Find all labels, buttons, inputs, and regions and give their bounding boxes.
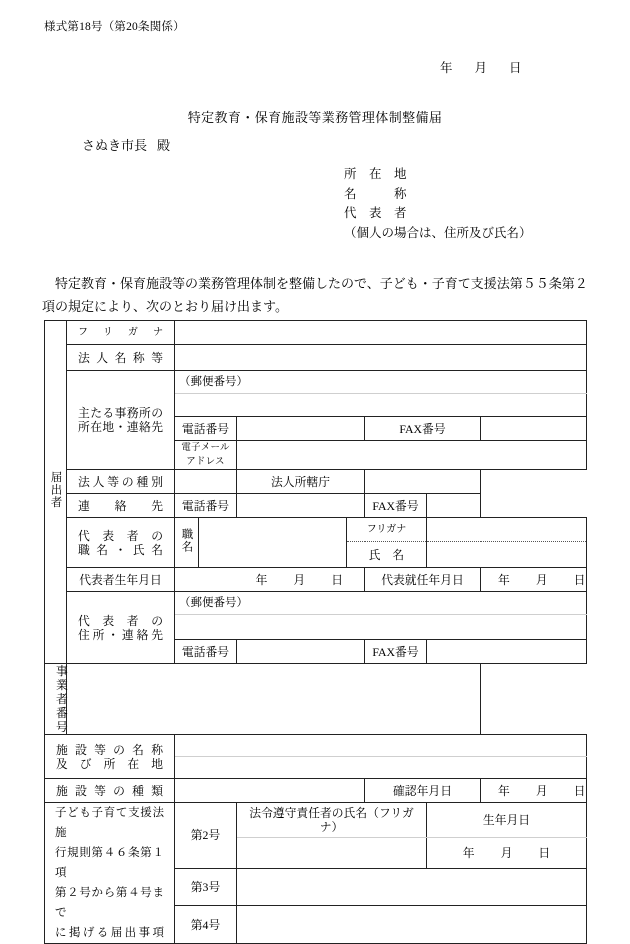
birth-day: 日 bbox=[331, 572, 343, 587]
cell-representative-post-label: 職名 bbox=[175, 518, 199, 568]
cell-representative-address-label: 代表者の 住所・連絡先 bbox=[67, 592, 175, 664]
cell-furigana-label: フリガナ bbox=[67, 321, 175, 345]
addressee-name: さぬき市長 bbox=[82, 138, 148, 153]
cell-corporate-type-label: 法人等の種別 bbox=[67, 470, 175, 494]
cell-main-office-tel-value[interactable] bbox=[237, 417, 365, 441]
table-row-representative-furigana bbox=[45, 518, 587, 542]
header-date-line bbox=[440, 58, 522, 76]
cell-main-office-fax-label: FAX番号 bbox=[365, 417, 481, 441]
cell-representative-postal[interactable]: （郵便番号） bbox=[175, 592, 587, 615]
appointed-month: 月 bbox=[535, 572, 548, 587]
cell-item2-label: 第2号 bbox=[175, 803, 237, 869]
cell-main-office-postal[interactable]: （郵便番号） bbox=[175, 371, 587, 394]
cell-representative-furigana-value[interactable] bbox=[427, 518, 587, 542]
cell-compliance-officer-header: 法令遵守責任者の氏名（フリガナ） bbox=[237, 803, 427, 838]
cell-item3-label: 第3号 bbox=[175, 868, 237, 906]
cell-representative-name-field-label: 氏 名 bbox=[347, 542, 427, 568]
cell-business-number-value[interactable] bbox=[67, 664, 481, 735]
cell-item3-value[interactable] bbox=[237, 868, 587, 906]
cell-item4-value[interactable] bbox=[237, 906, 587, 944]
cell-main-office-fax-value[interactable] bbox=[481, 417, 587, 441]
page-title: 特定教育・保育施設等業務管理体制整備届 bbox=[187, 110, 443, 125]
cell-facility-type-label: 施設等の種類 bbox=[45, 779, 175, 803]
cell-facility-name-value[interactable] bbox=[175, 735, 587, 757]
table-row-corporate-name bbox=[45, 345, 587, 371]
header-date-month: 月 bbox=[474, 61, 488, 75]
compliance-birth-year: 年 bbox=[462, 845, 475, 860]
cell-corporate-name-value[interactable] bbox=[175, 345, 587, 371]
notification-form-table bbox=[44, 320, 587, 944]
intro-paragraph: 特定教育・保育施設等の業務管理体制を整備したので、子ども・子育て支援法第５５条第２項の規定により、次のとおり届け出ます。 bbox=[42, 276, 588, 314]
addressee bbox=[82, 135, 170, 154]
side-label-filer-text: 届出者 bbox=[49, 471, 62, 509]
cell-compliance-officer-value[interactable] bbox=[237, 838, 427, 868]
table-row-furigana bbox=[45, 321, 587, 345]
cell-representative-birth-label: 代表者生年月日 bbox=[67, 568, 175, 592]
issuer-name-label: 名 称 bbox=[344, 186, 407, 201]
cell-main-office-address-value[interactable] bbox=[175, 394, 587, 417]
table-row-notification-item2-header bbox=[45, 803, 587, 838]
table-row-corporate-type bbox=[45, 470, 587, 494]
cell-representative-birth-value[interactable] bbox=[175, 568, 365, 592]
cell-business-number-label: 事業者番号 bbox=[45, 664, 67, 735]
table-row-facility-name bbox=[45, 735, 587, 757]
cell-representative-name-value[interactable] bbox=[427, 542, 587, 568]
cell-contact-tel-value[interactable] bbox=[237, 494, 365, 518]
cell-confirm-date-value[interactable] bbox=[481, 779, 587, 803]
cell-representative-furigana-label: フリガナ bbox=[347, 518, 427, 542]
cell-corporate-name-label: 法人名称等 bbox=[67, 345, 175, 371]
cell-birthdate-value[interactable] bbox=[427, 838, 587, 868]
cell-representative-fax-value[interactable] bbox=[427, 640, 587, 664]
header-date-day: 日 bbox=[509, 61, 522, 75]
issuer-representative-label: 代 表 者 bbox=[344, 206, 407, 220]
cell-corporate-authority-label: 法人所轄庁 bbox=[237, 470, 365, 494]
cell-appointed-date-value[interactable] bbox=[481, 568, 587, 592]
cell-representative-tel-value[interactable] bbox=[237, 640, 365, 664]
table-row-representative-birth bbox=[45, 568, 587, 592]
issuer-individual-note: （個人の場合は、住所及び氏名） bbox=[344, 225, 532, 240]
issuer-location-label: 所 在 地 bbox=[344, 167, 407, 181]
birth-year: 年 bbox=[255, 572, 268, 587]
compliance-birth-day: 日 bbox=[538, 845, 551, 860]
cell-main-office-tel-label: 電話番号 bbox=[175, 417, 237, 441]
cell-item4-label: 第4号 bbox=[175, 906, 237, 944]
table-row-contact bbox=[45, 494, 587, 518]
confirm-month: 月 bbox=[535, 783, 548, 798]
cell-contact-tel-label: 電話番号 bbox=[175, 494, 237, 518]
table-row-business-number bbox=[45, 664, 587, 735]
side-label-filer bbox=[45, 321, 67, 664]
cell-main-office-email-value[interactable] bbox=[237, 441, 587, 470]
table-row-facility-type bbox=[45, 779, 587, 803]
compliance-birth-month: 月 bbox=[500, 845, 513, 860]
table-row-representative-postal bbox=[45, 592, 587, 615]
appointed-day: 日 bbox=[573, 572, 586, 587]
cell-notification-items-label: 子ども子育て支援法施 行規則第４６条第１項 第２号から第４号まで に掲げる届出事項 bbox=[45, 803, 175, 944]
cell-main-office-email-label: 電子メールアドレス bbox=[175, 441, 237, 470]
cell-furigana-value[interactable] bbox=[175, 321, 587, 345]
cell-facility-address-value[interactable] bbox=[175, 757, 587, 779]
cell-representative-fax-label: FAX番号 bbox=[365, 640, 427, 664]
cell-contact-fax-label: FAX番号 bbox=[365, 494, 427, 518]
appointed-year: 年 bbox=[498, 572, 510, 587]
cell-birthdate-header: 生年月日 bbox=[427, 803, 587, 838]
birth-month: 月 bbox=[293, 572, 306, 587]
cell-facility-type-value[interactable] bbox=[175, 779, 365, 803]
cell-facility-name-address-label: 施設等の名称 及び所在地 bbox=[45, 735, 175, 779]
cell-contact-label: 連絡先 bbox=[67, 494, 175, 518]
cell-appointed-date-label: 代表就任年月日 bbox=[365, 568, 481, 592]
confirm-day: 日 bbox=[573, 783, 586, 798]
cell-representative-post-value[interactable] bbox=[199, 518, 347, 568]
table-row-main-office-postal bbox=[45, 371, 587, 394]
cell-corporate-authority-value[interactable] bbox=[365, 470, 481, 494]
cell-main-office-label: 主たる事務所の 所在地・連絡先 bbox=[67, 371, 175, 470]
cell-representative-address-value[interactable] bbox=[175, 615, 587, 640]
header-date-year: 年 bbox=[440, 61, 453, 75]
cell-corporate-type-value[interactable] bbox=[175, 470, 237, 494]
cell-confirm-date-label: 確認年月日 bbox=[365, 779, 481, 803]
issuer-info-block bbox=[344, 165, 532, 243]
cell-representative-name-label: 代表者の 職名・氏名 bbox=[67, 518, 175, 568]
cell-contact-fax-value[interactable] bbox=[427, 494, 481, 518]
form-number: 様式第18号（第20条関係） bbox=[44, 21, 185, 33]
confirm-year: 年 bbox=[498, 783, 510, 798]
addressee-honorific: 殿 bbox=[157, 138, 171, 153]
cell-representative-tel-label: 電話番号 bbox=[175, 640, 237, 664]
